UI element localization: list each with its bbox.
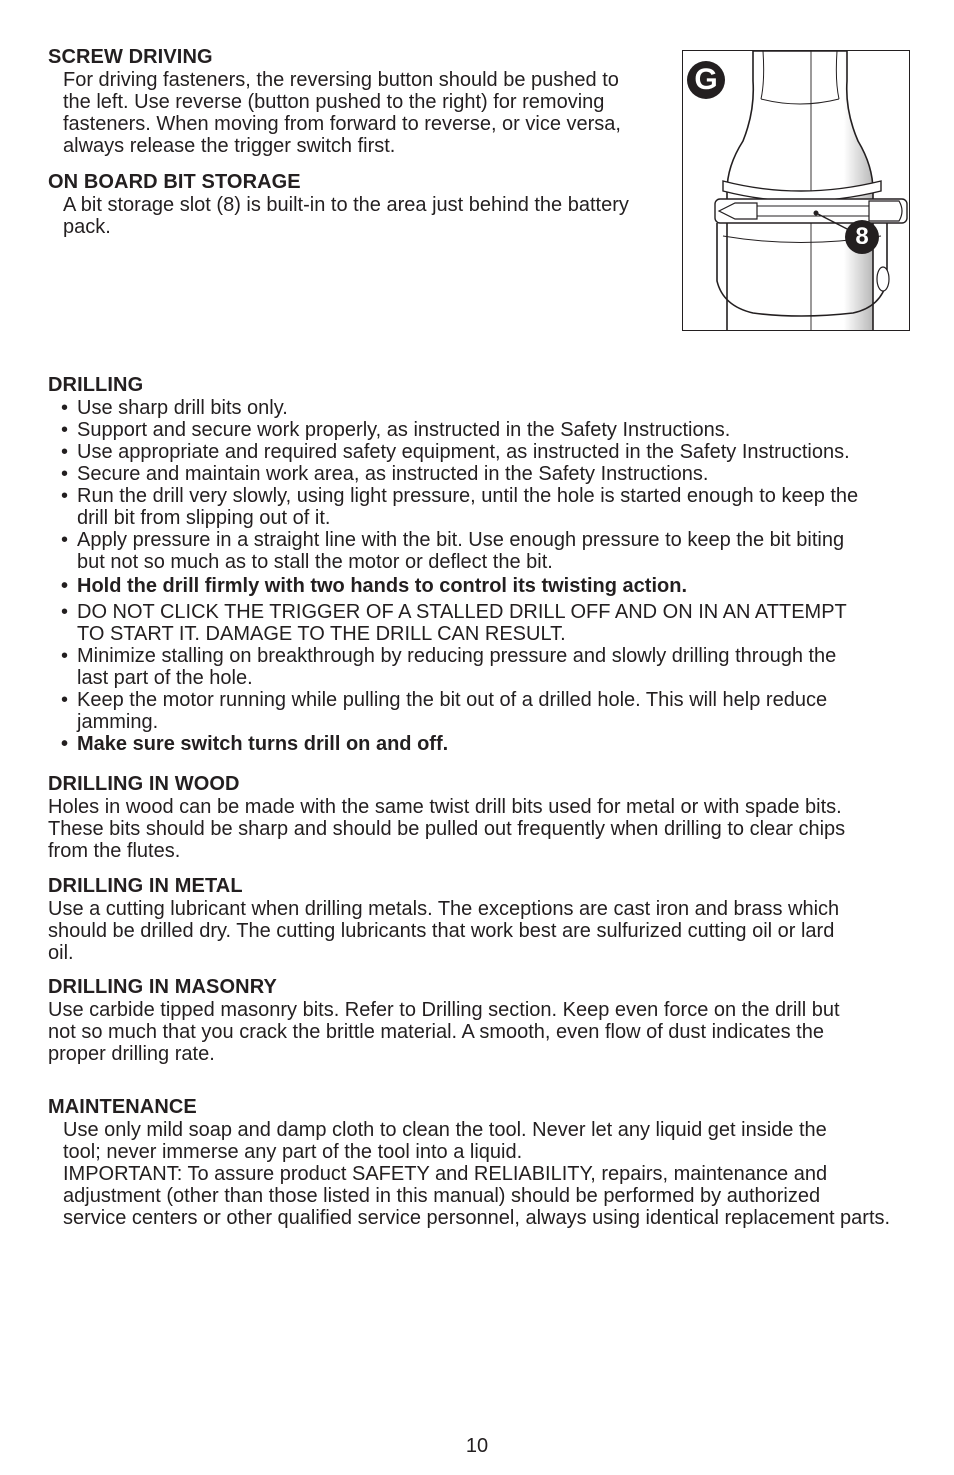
drilling-metal-text xyxy=(48,898,928,964)
bit-storage-text xyxy=(48,194,629,238)
item-text: drill bit from slipping out of it. xyxy=(77,507,331,529)
item-text: Minimize stalling on breakthrough by reducing pressure and slowly drilling through the xyxy=(77,645,837,667)
item-text: Hold the drill firmly with two hands to control its twisting action. xyxy=(77,575,687,597)
section-drilling-masonry xyxy=(48,975,928,1065)
callout-badge xyxy=(845,220,879,254)
text-line: Holes in wood can be made with the same twist drill bits used for metal or with spade bits. xyxy=(48,796,842,818)
item-text: but not so much as to stall the motor or deflect the bit. xyxy=(77,551,553,573)
heading-drilling: DRILLING xyxy=(48,374,144,396)
text-line: from the flutes. xyxy=(48,840,181,862)
text-line: IMPORTANT: To assure product SAFETY and RELIABILITY, repairs, maintenance and xyxy=(63,1163,828,1185)
item-text: Support and secure work properly, as instructed in the Safety Instructions. xyxy=(77,419,731,441)
heading-screw-driving: SCREW DRIVING xyxy=(48,46,213,68)
item-text: Apply pressure in a straight line with the bit. Use enough pressure to keep the bit biting xyxy=(77,529,845,551)
item-text: Use sharp drill bits only. xyxy=(77,397,288,419)
figure-letter-badge xyxy=(687,61,725,99)
text-line: oil. xyxy=(48,942,74,964)
text-line: tool; never immerse any part of the tool into a liquid. xyxy=(63,1141,523,1163)
item-text: Run the drill very slowly, using light pressure, until the hole is started enough to keep the xyxy=(77,485,859,507)
heading-drilling-masonry: DRILLING IN MASONRY xyxy=(48,976,277,998)
item-text: DO NOT CLICK THE TRIGGER OF A STALLED DRILL OFF AND ON IN AN ATTEMPT xyxy=(77,601,847,623)
callout-number: 8 xyxy=(855,223,869,250)
text-line: service centers or other qualified service personnel, always using identical replacement parts. xyxy=(63,1207,891,1229)
text-line: should be drilled dry. The cutting lubricants that work best are sulfurized cutting oil or lard xyxy=(48,920,835,942)
drilling-masonry-text xyxy=(48,999,928,1065)
drilling-wood-text xyxy=(48,796,928,862)
heading-maintenance: MAINTENANCE xyxy=(48,1096,197,1118)
text-line: always release the trigger switch first. xyxy=(63,135,396,157)
page-number: 10 xyxy=(465,1435,489,1457)
item-text: jamming. xyxy=(77,711,159,733)
item-text: Use appropriate and required safety equipment, as instructed in the Safety Instructions. xyxy=(77,441,850,463)
section-screw-driving xyxy=(48,45,621,157)
list-item: • Use sharp drill bits only. xyxy=(61,397,288,419)
text-line: Use a cutting lubricant when drilling metals. The exceptions are cast iron and brass which xyxy=(48,898,840,920)
heading-bit-storage: ON BOARD BIT STORAGE xyxy=(48,171,301,193)
text-line: Use carbide tipped masonry bits. Refer to Drilling section. Keep even force on the drill but xyxy=(48,999,840,1021)
item-text: Make sure switch turns drill on and off. xyxy=(77,733,449,755)
text-line: These bits should be sharp and should be pulled out frequently when drilling to clear chips xyxy=(48,818,846,840)
section-drilling xyxy=(48,373,918,755)
text-line: A bit storage slot (8) is built-in to the area just behind the battery xyxy=(63,194,629,216)
item-text: Secure and maintain work area, as instructed in the Safety Instructions. xyxy=(77,463,709,485)
item-text: TO START IT. DAMAGE TO THE DRILL CAN RESULT. xyxy=(77,623,566,645)
drilling-list xyxy=(48,397,918,755)
text-line: proper drilling rate. xyxy=(48,1043,215,1065)
list-item: • Run the drill very slowly, using light pressure, until the hole is started enough to keep the drill bit from slipping out of it. xyxy=(61,485,859,529)
text-line: Use only mild soap and damp cloth to clean the tool. Never let any liquid get inside the xyxy=(63,1119,827,1141)
heading-drilling-metal: DRILLING IN METAL xyxy=(48,875,243,897)
text-line: the left. Use reverse (button pushed to the right) for removing xyxy=(63,91,605,113)
text-line: pack. xyxy=(63,216,111,238)
screw-driving-text xyxy=(48,69,621,157)
item-text: last part of the hole. xyxy=(77,667,253,689)
list-item: • Support and secure work properly, as instructed in the Safety Instructions. xyxy=(61,419,731,441)
section-bit-storage xyxy=(48,170,629,238)
section-maintenance xyxy=(48,1095,928,1229)
list-item: • Secure and maintain work area, as instructed in the Safety Instructions. xyxy=(61,463,709,485)
list-item: • Minimize stalling on breakthrough by reducing pressure and slowly drilling through the last part of the hole. xyxy=(61,645,837,689)
section-drilling-wood xyxy=(48,772,928,862)
item-text: Keep the motor running while pulling the bit out of a drilled hole. This will help reduce xyxy=(77,689,828,711)
maintenance-text xyxy=(48,1119,928,1229)
list-item: • Apply pressure in a straight line with the bit. Use enough pressure to keep the bit biting but not so much as to stall the motor or deflect the bit. xyxy=(61,529,845,573)
text-line: fasteners. When moving from forward to reverse, or vice versa, xyxy=(63,113,621,135)
list-item-bold: • Hold the drill firmly with two hands to control its twisting action. xyxy=(61,575,687,597)
figure-g-drill-illustration xyxy=(682,50,910,331)
text-line: adjustment (other than those listed in this manual) should be performed by authorized xyxy=(63,1185,821,1207)
list-item: • Use appropriate and required safety equipment, as instructed in the Safety Instructions. xyxy=(61,441,850,463)
list-item: • Keep the motor running while pulling the bit out of a drilled hole. This will help reduce jamming. xyxy=(61,689,828,733)
figure-letter: G xyxy=(694,63,718,96)
list-item-bold: • Make sure switch turns drill on and off. xyxy=(61,733,449,755)
heading-drilling-wood: DRILLING IN WOOD xyxy=(48,773,240,795)
section-drilling-metal xyxy=(48,874,928,964)
text-line: For driving fasteners, the reversing button should be pushed to xyxy=(63,69,619,91)
text-line: not so much that you crack the brittle material. A smooth, even flow of dust indicates the xyxy=(48,1021,824,1043)
list-item: • DO NOT CLICK THE TRIGGER OF A STALLED DRILL OFF AND ON IN AN ATTEMPT TO START IT. DAMAGE TO THE DRILL CAN RESULT. xyxy=(61,601,847,645)
